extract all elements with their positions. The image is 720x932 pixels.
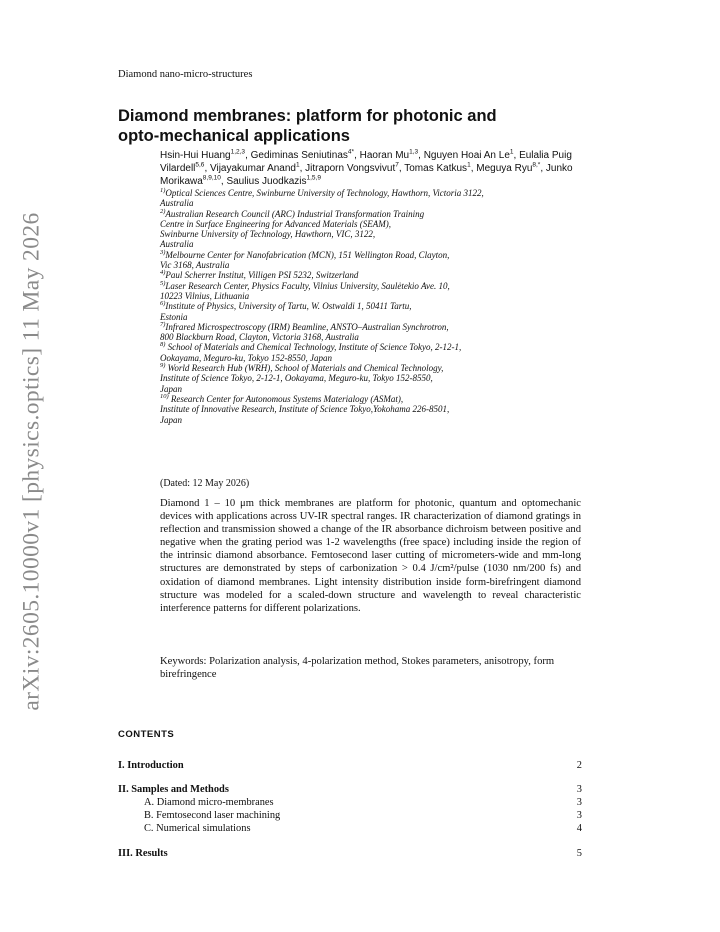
affiliation-number: 8) (160, 341, 166, 349)
affiliation-line (160, 404, 590, 414)
toc-entry-page: 3 (576, 810, 582, 821)
author-affiliation-mark: 5,6 (195, 161, 205, 169)
affiliation-line (160, 260, 590, 270)
toc-entry[interactable] (118, 784, 582, 795)
affiliation (160, 281, 590, 302)
author-name: Tomas Katkus (404, 163, 468, 174)
affiliation-line (160, 332, 590, 342)
affiliation-text: Infrared Microspectroscopy (IRM) Beamline, ANSTO–Australian Synchrotron, (165, 321, 449, 332)
affiliation-text: Japan (160, 383, 182, 394)
affiliation (160, 394, 590, 425)
author-name: Vijayakumar Anand (210, 163, 296, 174)
affiliation-line (160, 394, 590, 404)
author-name: Haoran Mu (359, 150, 410, 161)
toc-entry-label: A. Diamond micro-membranes (144, 797, 274, 808)
affiliation-line (160, 239, 590, 249)
affiliation (160, 209, 590, 250)
toc-entry-label: C. Numerical simulations (144, 823, 251, 834)
affiliation-text: Research Center for Autonomous Systems Materialogy (ASMat), (168, 393, 404, 404)
affiliation (160, 363, 590, 394)
author-name: Nguyen Hoai An Le (423, 150, 510, 161)
toc-entry[interactable] (118, 760, 582, 771)
affiliation-text: 800 Blackburn Road, Clayton, Victoria 3168, Australia (160, 332, 359, 343)
affiliation (160, 322, 590, 343)
author (360, 150, 419, 161)
author (424, 150, 514, 161)
author-affiliation-mark: 8,* (532, 161, 541, 169)
affiliation-text: Australian Research Council (ARC) Industrial Transformation Training (165, 208, 425, 219)
affiliation (160, 188, 590, 209)
author-name: Eulalia Puig Vilardell (160, 150, 572, 174)
affiliation-text: School of Materials and Chemical Technology, Institute of Science Tokyo, 2-12-1, (165, 342, 462, 353)
affiliation-list (160, 188, 590, 425)
toc-entry-label: I. Introduction (118, 760, 184, 771)
affiliation-text: Paul Scherrer Institut, Villigen PSI 5232, Switzerland (165, 270, 359, 281)
toc-entry[interactable] (118, 848, 582, 859)
author (210, 163, 300, 174)
affiliation-number: 3) (160, 248, 166, 256)
affiliation-number: 10) (160, 392, 169, 400)
author (226, 176, 321, 187)
affiliation-line (160, 291, 590, 301)
affiliation (160, 270, 590, 280)
affiliation-text: Centre in Surface Engineering for Advanced Materials (SEAM), (160, 218, 391, 229)
affiliation-line (160, 322, 590, 332)
author-affiliation-mark: 4* (347, 148, 355, 156)
author (476, 163, 540, 174)
author-affiliation-mark: 1,2,3 (230, 148, 246, 156)
toc-entry-page: 5 (576, 848, 582, 859)
affiliation-line (160, 353, 590, 363)
author-name: Gediminas Seniutinas (250, 150, 348, 161)
affiliation-line (160, 363, 590, 373)
affiliation-line (160, 250, 590, 260)
toc-entry-label: B. Femtosecond laser machining (144, 810, 281, 821)
author-affiliation-mark: 1 (295, 161, 300, 169)
affiliation-number: 6) (160, 300, 166, 308)
author-affiliation-mark: 1 (509, 148, 514, 156)
toc-entry-page: 3 (576, 797, 582, 808)
toc-entry[interactable] (118, 823, 582, 834)
affiliation-line (160, 415, 590, 425)
affiliation-text: 10223 Vilnius, Lithuania (160, 290, 250, 301)
affiliation-line (160, 188, 590, 198)
running-head: Diamond nano-micro-structures (118, 69, 253, 80)
affiliation-text: Institute of Physics, University of Tartu, W. Ostwaldi 1, 50411 Tartu, (165, 301, 412, 312)
dated-line: (Dated: 12 May 2026) (160, 478, 250, 489)
arxiv-side-stamp (10, 0, 54, 932)
affiliation-number: 2) (160, 207, 166, 215)
affiliation-text: Vic 3168, Australia (160, 260, 230, 271)
toc-entry-label: III. Results (118, 848, 168, 859)
toc-entry-page: 3 (576, 784, 582, 795)
affiliation-text: Ookayama, Meguro-ku, Tokyo 152-8550, Japan (160, 352, 333, 363)
affiliation-text: Optical Sciences Centre, Swinburne University of Technology, Hawthorn, Victoria 3122, (165, 188, 484, 198)
toc-entry[interactable] (118, 810, 582, 821)
author-list: Hsin-Hui Huang$^{1,2,3}$, Gediminas Seniutinas$^{4*}$, Haoran Mu$^{1,3}$, Nguyen Hoai An Le$^1$, Eulalia Puig Vilardell$^{5,6}$, Vijayakumar Anand$^1$, Jitraporn Vongsvivut$^7$, Tomas Katkus$^1$, Meguya Ryu$^{8,*}$, Junko Morikawa$^{8,9,10}$, Saulius Juodkazis$^{1,5,9}$ (160, 148, 573, 187)
author-affiliation-mark: 8,9,10 (202, 174, 221, 182)
affiliation-line (160, 281, 590, 291)
toc-entry-page: 4 (576, 823, 582, 834)
affiliation-number: 4) (160, 269, 166, 277)
author-affiliation-mark: 1,5,9 (306, 174, 321, 182)
author-name: Saulius Juodkazis (226, 176, 307, 187)
affiliation-text: Japan (160, 414, 182, 425)
title-line-2: opto-mechanical applications (118, 127, 350, 145)
affiliation-line (160, 312, 590, 322)
affiliation-text: Australia (160, 198, 194, 209)
author-name: Jitraporn Vongsvivut (305, 163, 396, 174)
affiliation-text: Estonia (160, 311, 188, 322)
affiliation-text: Institute of Innovative Research, Institute of Science Tokyo,Yokohama 226-8501, (160, 404, 450, 415)
affiliation-number: 5) (160, 279, 166, 287)
affiliation-line (160, 209, 590, 219)
toc-entry-page: 2 (576, 760, 582, 771)
affiliation-line (160, 342, 590, 352)
title-line-1: Diamond membranes: platform for photonic and (118, 107, 497, 125)
affiliation-line (160, 219, 590, 229)
author (404, 163, 470, 174)
affiliation-line (160, 373, 590, 383)
affiliation-line (160, 270, 590, 280)
affiliation-text: Swinburne University of Technology, Hawthorn, VIC, 3122, (160, 229, 376, 240)
author-affiliation-mark: 1 (467, 161, 471, 169)
affiliation (160, 342, 590, 363)
affiliation-text: Australia (160, 239, 194, 250)
contents-heading: CONTENTS (118, 729, 175, 740)
author-name: Hsin-Hui Huang (160, 150, 231, 161)
affiliation-number: 1) (160, 187, 166, 194)
paper-title (118, 106, 588, 146)
toc-entry[interactable] (118, 797, 582, 808)
keywords: Keywords: Polarization analysis, 4-polarization method, Stokes parameters, anisotropy, form birefringence (160, 656, 555, 681)
affiliation (160, 301, 590, 322)
author-name: Meguya Ryu (476, 163, 533, 174)
affiliation-text: World Research Hub (WRH), School of Materials and Chemical Technology, (165, 363, 444, 374)
affiliation-line (160, 229, 590, 239)
affiliation-text: Laser Research Center, Physics Faculty, Vilnius University, Saulėtekio Ave. 10, (165, 280, 450, 291)
author-affiliation-mark: 7 (395, 161, 399, 169)
affiliation-number: 9) (160, 362, 166, 370)
author (251, 150, 354, 161)
affiliation-text: Institute of Science Tokyo, 2-12-1, Ookayama, Meguro-ku, Tokyo 152-8550, (160, 373, 433, 384)
affiliation (160, 250, 590, 271)
affiliation-line (160, 384, 590, 394)
affiliation-number: 7) (160, 320, 166, 328)
affiliation-line (160, 198, 590, 208)
author (160, 150, 245, 161)
affiliation-text: Melbourne Center for Nanofabrication (MCN), 151 Wellington Road, Clayton, (165, 249, 450, 260)
author (305, 163, 399, 174)
toc-entry-label: II. Samples and Methods (118, 784, 229, 795)
abstract: Diamond 1 – 10 μm thick membranes are platform for photonic, quantum and optomechanic devices with applications across UV-IR spectral ranges. IR characterization of diamond gratings in reflection and transmission showed a change of the IR absorbance dichroism between positive and negative when the grating period was 1-2 wavelengths (free space) including inside the region of the intrinsic diamond absorbance. Femtosecond laser cutting of micrometers-wide and mm-long structures are demonstrated by steps of carbonization > 0.4 J/cm²/pulse (1030 nm/200 fs) and oxidation of diamond membranes. Light intensity distribution inside form-birefringent diamond structure was modeled for a scaled-down structure and wavelength to reveal characteristic interference patterns for different polarizations. (160, 498, 581, 614)
affiliation-line (160, 301, 590, 311)
author-affiliation-mark: 1,3 (409, 148, 419, 156)
arxiv-identifier: arXiv:2605.10000v1 [physics.optics] 11 May 2026 (18, 211, 45, 711)
author-name: Junko Morikawa (160, 163, 573, 187)
